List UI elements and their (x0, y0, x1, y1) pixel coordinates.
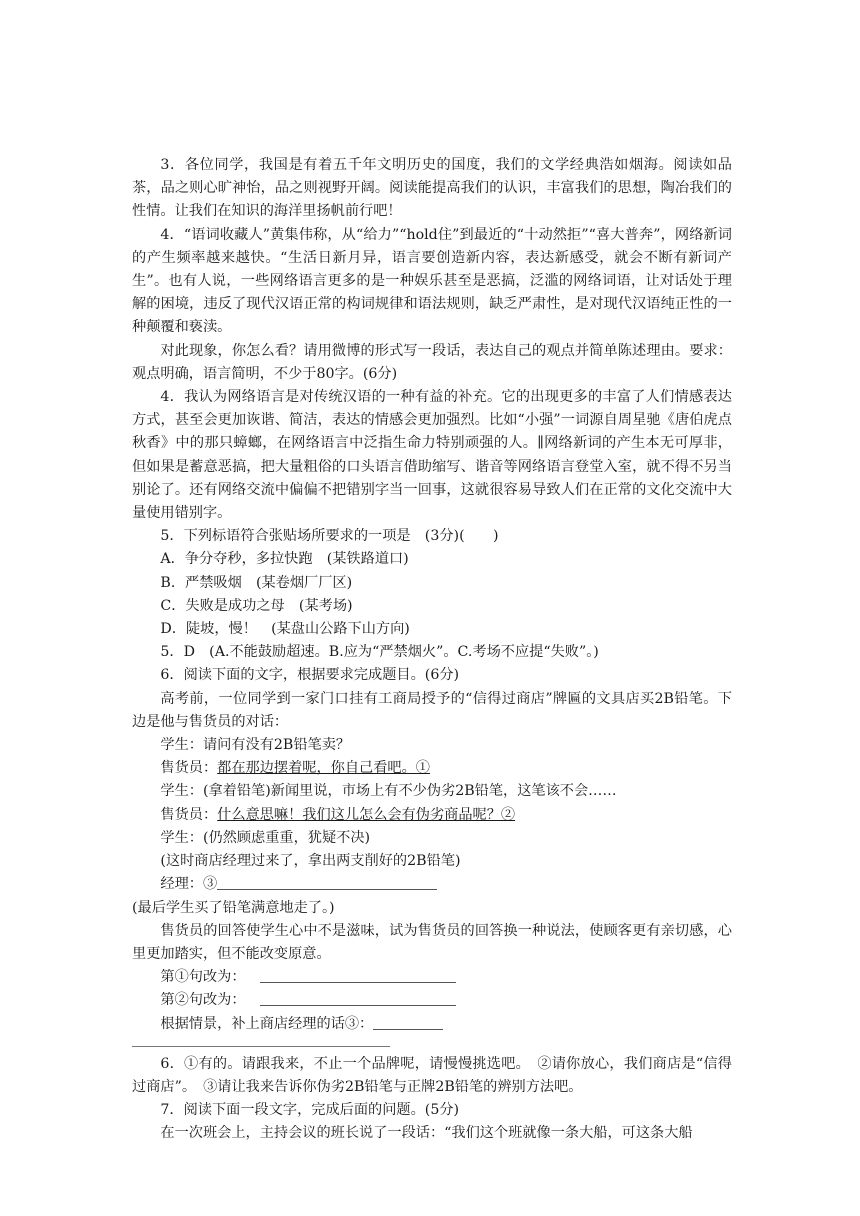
dialogue-line-3: 学生：(拿着铅笔)新闻里说，市场上有不少伪劣2B铅笔，这笔该不会…… (160, 783, 617, 800)
underlined-sentence-2: 什么意思嘛！我们这儿怎么会有伪劣商品呢？② (217, 806, 516, 823)
question-4-requirement: 对此现象，你怎么看？请用微博的形式写一段话，表达自己的观点并简单陈述理由。要求：观点明确，语言简明，不少于80字。(6分) (132, 342, 732, 382)
option-b: B．严禁吸烟 (某卷烟厂厂区) (160, 574, 353, 591)
rewrite-label-1: 第①句改为： (160, 969, 246, 986)
answer-blank-3[interactable] (217, 875, 437, 890)
dialogue-line-8: (最后学生买了铅笔满意地走了。) (132, 899, 335, 916)
dialogue-line-1: 学生：请问有没有2B铅笔卖？ (160, 737, 351, 754)
question-4-answer: 4．我认为网络语言是对传统汉语的一种有益的补充。它的出现更多的丰富了人们情感表达方式，甚至会更加诙谐、简洁，表达的情感会更加强烈。比如“小强”一词源自周星驰《唐伯虎点秋香》中的那只蟑螂，在网络语言中泛指生命力特别顽强的人。∥网络新词的产生本无可厚非，但如果是蓄意恶搞，把大量粗俗的口头语言借助缩写、谐音等网络语言登堂入室，就不得不另当别论了。还有网络交流中偏偏不把错别字当一回事，这就很容易导致人们在正常的文化交流中大量使用错别字。 (132, 389, 732, 522)
manager-label: 经理：③ (160, 876, 218, 893)
rewrite-label-3: 根据情景，补上商店经理的话③： (160, 1015, 374, 1032)
dialogue-line-6: (这时商店经理过来了，拿出两支削好的2B铅笔) (160, 853, 461, 870)
rewrite-line-3 (132, 1013, 732, 1036)
rewrite-line-2 (132, 989, 732, 1012)
question-6-context: 高考前，一位同学到一家门口挂有工商局授予的“信得过商店”牌匾的文具店买2B铅笔。下边是他与售货员的对话： (132, 690, 732, 730)
answer-blank-2[interactable] (260, 991, 456, 1006)
document-page (132, 154, 732, 1146)
question-4-stem: 4．“语词收藏人”黄集伟称，从“给力”“hold住”到最近的“十动然拒”“喜大普奔”，网络新词的产生频率越来越快。“生活日新月异，语言要创造新内容，表达新感受，就会不断有新词产生”。也有人说，一些网络语言更多的是一种娱乐甚至是恶搞，泛滥的网络词语，让对话处于理解的困境，违反了现代汉语正常的构词规律和语法规则，缺乏严肃性，是对现代汉语纯正性的一种颠覆和亵渎。 (132, 226, 732, 336)
question-5-stem: 5．下列标语符合张贴场所要求的一项是 (3分)( ) (160, 528, 499, 545)
rewrite-label-2: 第②句改为： (160, 992, 246, 1009)
question-3-answer: 3．各位同学，我国是有着五千年文明历史的国度，我们的文学经典浩如烟海。阅读如品茶，品之则心旷神怡，品之则视野开阔。阅读能提高我们的认识，丰富我们的思想，陶冶我们的性情。让我们在知识的海洋里扬帆前行吧！ (132, 157, 732, 220)
option-c: C．失败是成功之母 (某考场) (160, 597, 353, 614)
question-7-context: 在一次班会上，主持会议的班长说了一段话：“我们这个班就像一条大船，可这条大船 (160, 1125, 693, 1142)
dialogue-speaker: 售货员： (160, 806, 218, 823)
rewrite-line-1 (132, 966, 732, 989)
dialogue-line-4 (132, 804, 732, 827)
dialogue-line-2 (132, 757, 732, 780)
option-d: D．陡坡，慢！ (某盘山公路下山方向) (160, 621, 410, 638)
dialogue-speaker: 售货员： (160, 760, 218, 777)
question-7-stem: 7．阅读下面一段文字，完成后面的问题。(5分) (160, 1102, 460, 1119)
question-6-stem: 6．阅读下面的文字，根据要求完成题目。(6分) (160, 667, 460, 684)
question-6-answer: 6．①有的。请跟我来，不止一个品牌呢，请慢慢挑选吧。 ②请你放心，我们商店是“信得过商店”。 ③请让我来告诉你伪劣2B铅笔与正牌2B铅笔的辨别方法吧。 (132, 1055, 732, 1095)
dialogue-line-5: 学生：(仍然顾虑重重，犹疑不决) (160, 829, 371, 846)
question-5-answer: 5．D (A.不能鼓励超速。B.应为“严禁烟火”。C.考场不应提“失败”。) (160, 644, 599, 661)
answer-line-continuation[interactable] (132, 1036, 390, 1047)
question-6-requirement: 售货员的回答使学生心中不是滋味，试为售货员的回答换一种说法，使顾客更有亲切感，心里更加踏实，但不能改变原意。 (132, 922, 732, 962)
underlined-sentence-1: 都在那边摆着呢，你自己看吧。① (217, 760, 430, 777)
dialogue-line-7 (132, 873, 732, 896)
answer-blank-manager[interactable] (373, 1015, 443, 1030)
option-a: A．争分夺秒，多拉快跑 (某铁路道口) (160, 551, 409, 568)
answer-blank-1[interactable] (260, 968, 456, 983)
